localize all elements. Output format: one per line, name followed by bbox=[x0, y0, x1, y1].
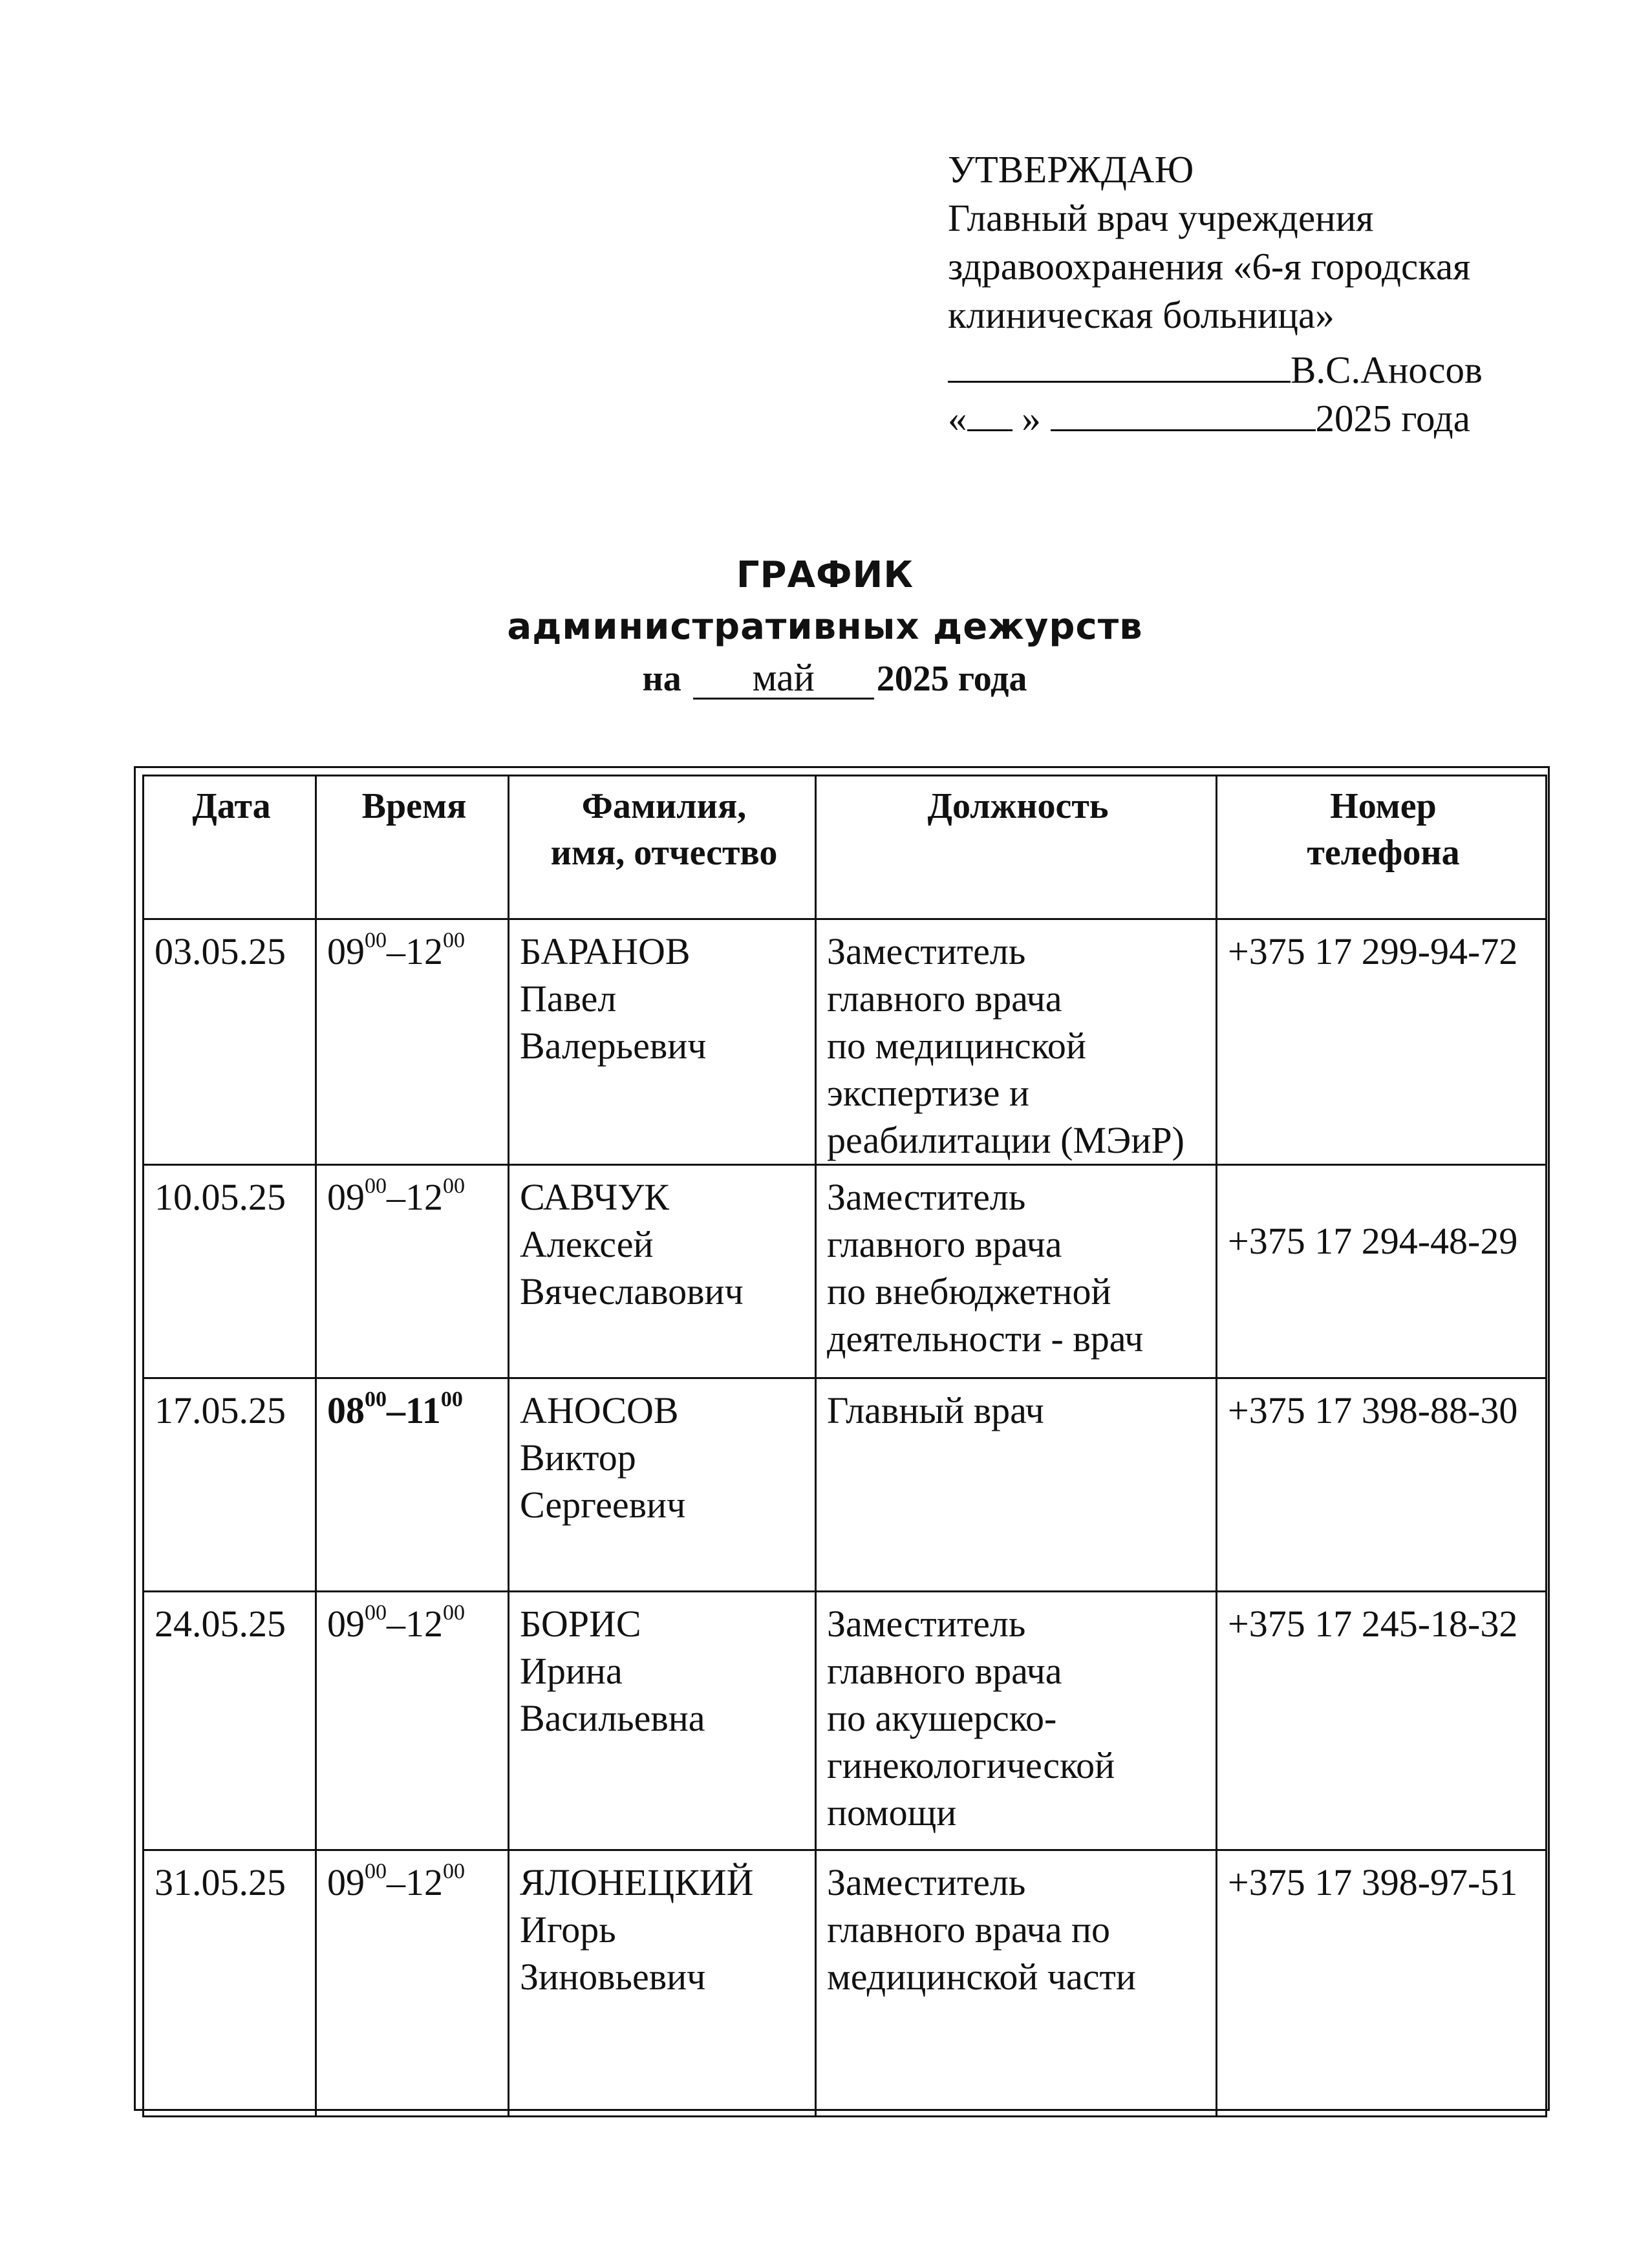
cell-name: ЯЛОНЕЦКИЙ Игорь Зиновьевич bbox=[509, 1850, 816, 2117]
header-time: Время bbox=[316, 776, 509, 919]
signature-line bbox=[948, 346, 1569, 394]
time-part: – bbox=[387, 1861, 405, 1903]
cell-position: Главный врач bbox=[816, 1378, 1217, 1592]
cell-date: 17.05.25 bbox=[144, 1378, 316, 1592]
time-part: – bbox=[387, 1603, 405, 1645]
document-period bbox=[19, 653, 1650, 705]
duty-schedule-table bbox=[142, 775, 1547, 2117]
time-minutes: 00 bbox=[440, 1387, 463, 1411]
cell-phone: +375 17 398-88-30 bbox=[1217, 1378, 1547, 1592]
time-minutes: 00 bbox=[443, 1601, 465, 1625]
document-subtitle: административных дежурств bbox=[507, 606, 1143, 648]
signature-blank bbox=[948, 348, 1291, 383]
approval-line-2: здравоохранения «6-я городская bbox=[948, 245, 1471, 288]
time-part: – bbox=[387, 930, 405, 972]
time-minutes: 00 bbox=[365, 1387, 387, 1411]
cell-phone: +375 17 299-94-72 bbox=[1217, 919, 1547, 1165]
approval-block bbox=[948, 145, 1569, 443]
cell-phone: +375 17 294-48-29 bbox=[1217, 1165, 1547, 1378]
month-blank bbox=[1051, 397, 1316, 431]
period-prefix: на bbox=[642, 659, 681, 699]
time-part: 09 bbox=[327, 930, 365, 972]
time-part: 12 bbox=[405, 930, 443, 972]
date-quote-close: » bbox=[1022, 397, 1041, 440]
time-part: 09 bbox=[327, 1176, 365, 1218]
table-row bbox=[144, 1592, 1547, 1850]
table-row bbox=[144, 1378, 1547, 1592]
cell-date: 24.05.25 bbox=[144, 1592, 316, 1850]
time-minutes: 00 bbox=[443, 928, 465, 952]
cell-time bbox=[316, 919, 509, 1165]
cell-name: БОРИС Ирина Васильевна bbox=[509, 1592, 816, 1850]
time-minutes: 00 bbox=[443, 1174, 465, 1198]
time-part: 12 bbox=[405, 1603, 443, 1645]
table-row bbox=[144, 1850, 1547, 2117]
time-part: – bbox=[387, 1389, 405, 1431]
document-title: ГРАФИК bbox=[736, 554, 914, 596]
cell-name: САВЧУК Алексей Вячеславович bbox=[509, 1165, 816, 1378]
time-part: 12 bbox=[405, 1861, 443, 1903]
time-minutes: 00 bbox=[365, 1174, 387, 1198]
cell-date: 03.05.25 bbox=[144, 919, 316, 1165]
approval-line-1: Главный врач учреждения bbox=[948, 197, 1374, 239]
approval-title: УТВЕРЖДАЮ bbox=[948, 148, 1194, 191]
table-row bbox=[144, 1165, 1547, 1378]
header-position: Должность bbox=[816, 776, 1217, 919]
time-part: 09 bbox=[327, 1603, 365, 1645]
time-minutes: 00 bbox=[365, 1601, 387, 1625]
signer-name: В.С.Аносов bbox=[1291, 348, 1483, 391]
table-header-row bbox=[144, 776, 1547, 919]
cell-phone: +375 17 398-97-51 bbox=[1217, 1850, 1547, 2117]
cell-name: БАРАНОВ Павел Валерьевич bbox=[509, 919, 816, 1165]
period-year: 2025 года bbox=[876, 659, 1027, 699]
time-part: 09 bbox=[327, 1861, 365, 1903]
cell-position: Заместитель главного врача по внебюджетной деятельности - врач bbox=[816, 1165, 1217, 1378]
document-heading bbox=[0, 550, 1650, 705]
cell-position: Заместитель главного врача по медицинской экспертизе и реабилитации (МЭиР) bbox=[816, 919, 1217, 1165]
time-part: – bbox=[387, 1176, 405, 1218]
time-minutes: 00 bbox=[443, 1859, 465, 1883]
time-minutes: 00 bbox=[365, 1859, 387, 1883]
cell-date: 10.05.25 bbox=[144, 1165, 316, 1378]
period-month: май bbox=[693, 658, 874, 700]
approval-date-line bbox=[948, 394, 1569, 443]
cell-position: Заместитель главного врача по акушерско- гинекологической помощи bbox=[816, 1592, 1217, 1850]
table-row bbox=[144, 919, 1547, 1165]
cell-phone: +375 17 245-18-32 bbox=[1217, 1592, 1547, 1850]
cell-time bbox=[316, 1165, 509, 1378]
cell-time bbox=[316, 1850, 509, 2117]
header-name: Фамилия, имя, отчество bbox=[509, 776, 816, 919]
date-quote-open: « bbox=[948, 397, 967, 440]
cell-time bbox=[316, 1378, 509, 1592]
approval-year: 2025 года bbox=[1315, 397, 1470, 440]
time-part: 11 bbox=[405, 1389, 441, 1431]
time-part: 12 bbox=[405, 1176, 443, 1218]
cell-time bbox=[316, 1592, 509, 1850]
time-part: 08 bbox=[327, 1389, 365, 1431]
header-phone: Номер телефона bbox=[1217, 776, 1547, 919]
approval-line-3: клиническая больница» bbox=[948, 294, 1334, 336]
cell-name: АНОСОВ Виктор Сергеевич bbox=[509, 1378, 816, 1592]
cell-position: Заместитель главного врача по медицинской части bbox=[816, 1850, 1217, 2117]
cell-date: 31.05.25 bbox=[144, 1850, 316, 2117]
time-minutes: 00 bbox=[365, 928, 387, 952]
day-blank bbox=[967, 397, 1012, 431]
header-date: Дата bbox=[144, 776, 316, 919]
duty-schedule-frame bbox=[134, 766, 1550, 2111]
